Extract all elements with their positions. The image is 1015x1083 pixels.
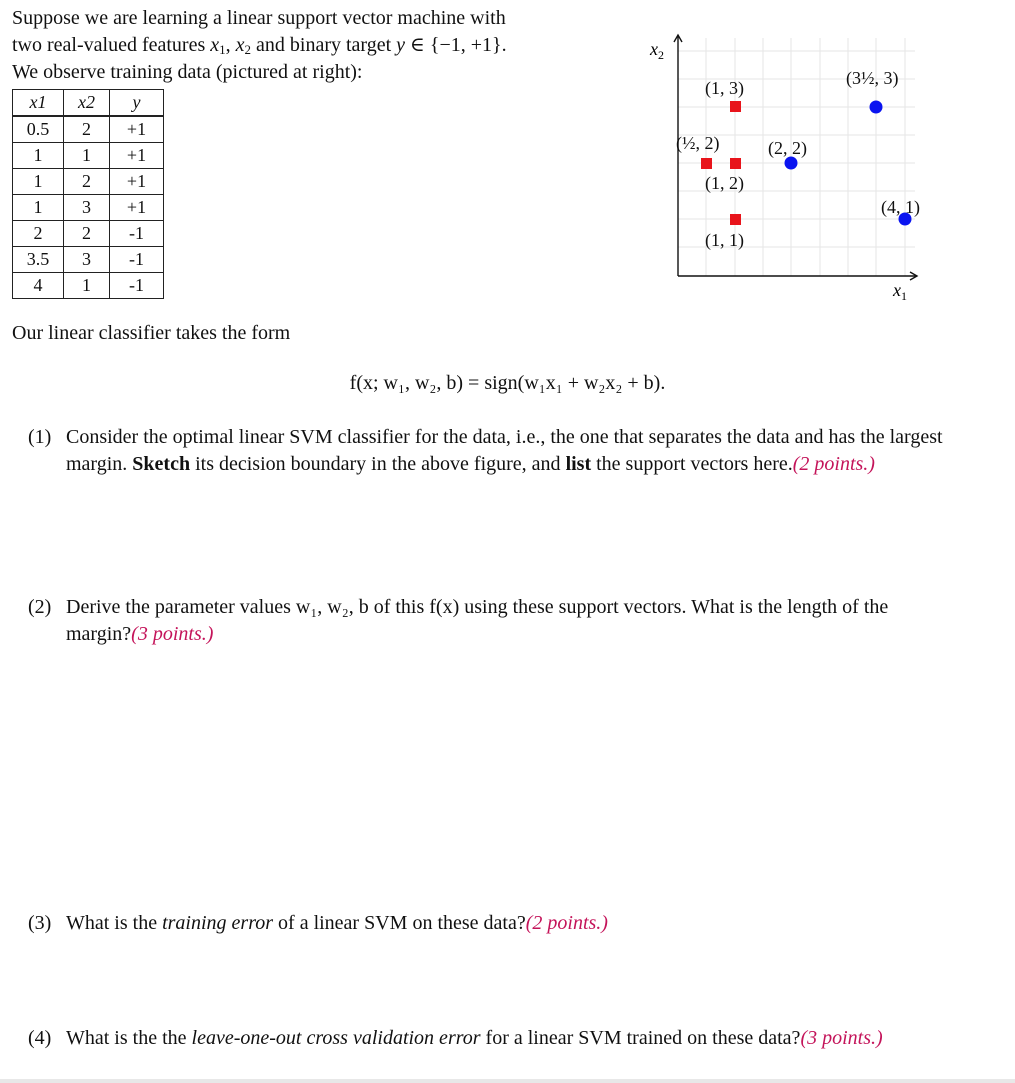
table-header-x1: x1	[13, 90, 64, 117]
point-label-2-2: (2, 2)	[768, 138, 807, 158]
table-cell: +1	[110, 169, 164, 195]
point-marker-2-2	[785, 157, 798, 170]
table-row	[13, 247, 164, 273]
table-header-row	[13, 90, 164, 117]
table-cell: 3.5	[13, 247, 64, 273]
training-data-plot	[640, 28, 940, 303]
intro-line-3: We observe training data (pictured at right):	[12, 61, 363, 83]
table-cell: 2	[64, 116, 110, 143]
table-cell: 4	[13, 273, 64, 299]
question-2	[28, 594, 953, 648]
point-label-4-1: (4, 1)	[881, 197, 920, 217]
point-marker-half-2	[701, 158, 712, 169]
question-text: Derive the parameter values w₁, w₂, b of this f(x) using these support vectors. What is the length of the margin?(3 points.)	[66, 596, 889, 645]
table-cell: 2	[64, 221, 110, 247]
table-cell: +1	[110, 143, 164, 169]
table-cell: 1	[13, 195, 64, 221]
table-cell: 0.5	[13, 116, 64, 143]
table-header-x2: x2	[64, 90, 110, 117]
question-points: (2 points.)	[792, 453, 875, 475]
table-cell: 1	[13, 143, 64, 169]
table-row	[13, 273, 164, 299]
question-text: What is the the leave-one-out cross validation error for a linear SVM trained on these data?(3 points.)	[66, 1027, 883, 1049]
table-row	[13, 221, 164, 247]
table-cell: 2	[64, 169, 110, 195]
page-bottom-divider	[0, 1079, 1015, 1083]
question-3	[28, 910, 953, 937]
table-cell: +1	[110, 116, 164, 143]
table-cell: 1	[64, 143, 110, 169]
question-number: (1)	[28, 426, 52, 448]
point-marker-1-3	[730, 101, 741, 112]
classifier-formula: f(x; w₁, w₂, b) = sign(w₁x₁ + w₂x₂ + b).	[349, 372, 666, 394]
question-4	[28, 1025, 953, 1052]
table-cell: 2	[13, 221, 64, 247]
table-header-y: y	[110, 90, 164, 117]
question-number: (3)	[28, 912, 52, 934]
question-text: What is the training error of a linear SVM on these data?(2 points.)	[66, 912, 608, 934]
question-points: (3 points.)	[131, 623, 214, 645]
question-1	[28, 424, 953, 478]
problem-intro	[12, 5, 632, 86]
point-labels	[676, 68, 920, 251]
table-cell: 1	[64, 273, 110, 299]
training-data-table	[12, 89, 164, 299]
table-cell: 3	[64, 195, 110, 221]
question-points: (2 points.)	[525, 912, 608, 934]
question-points: (3 points.)	[800, 1027, 883, 1049]
table-row	[13, 143, 164, 169]
question-text: Consider the optimal linear SVM classifier for the data, i.e., the one that separates the data and has the largest margin. Sketch its decision boundary in the above figure, and list the support vectors here.(2 points.)	[66, 426, 943, 475]
point-label-1-1: (1, 1)	[705, 230, 744, 250]
x-axis-label: $x_1$	[893, 280, 907, 303]
classifier-intro: Our linear classifier takes the form	[12, 322, 291, 344]
table-row	[13, 195, 164, 221]
question-number: (4)	[28, 1027, 52, 1049]
point-marker-3half-3	[870, 101, 883, 114]
table-cell: -1	[110, 247, 164, 273]
point-marker-1-2	[730, 158, 741, 169]
y-axis-label: $x_2$	[650, 39, 664, 62]
table-cell: 1	[13, 169, 64, 195]
table-cell: -1	[110, 273, 164, 299]
table-row	[13, 116, 164, 143]
table-cell: 3	[64, 247, 110, 273]
intro-line-1: Suppose we are learning a linear support vector machine with	[12, 7, 506, 29]
point-marker-1-1	[730, 214, 741, 225]
table-row	[13, 169, 164, 195]
point-label-half-2: (½, 2)	[676, 133, 720, 153]
table-cell: +1	[110, 195, 164, 221]
point-label-3half-3: (3½, 3)	[846, 68, 899, 88]
table-cell: -1	[110, 221, 164, 247]
point-label-1-3: (1, 3)	[705, 78, 744, 98]
question-number: (2)	[28, 596, 52, 618]
point-label-1-2: (1, 2)	[705, 173, 744, 193]
intro-line-2: two real-valued features $x_1$, $x_2$ and binary target y ∈ {−1, +1}.	[12, 34, 507, 57]
